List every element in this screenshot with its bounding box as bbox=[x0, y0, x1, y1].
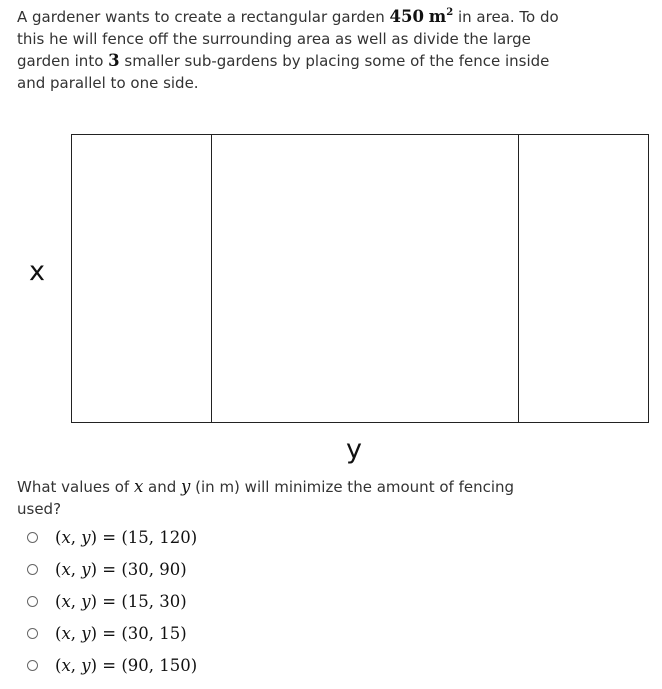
problem-text-part3: smaller sub-gardens by placing some of the fence inside and parallel to one side. bbox=[17, 52, 550, 92]
problem-text-part1: A gardener wants to create a rectangular garden bbox=[17, 8, 390, 26]
question-part3: (in m) will minimize the amount of fencing used? bbox=[17, 478, 515, 518]
answer-option-3[interactable] bbox=[27, 585, 197, 617]
radio-button[interactable] bbox=[27, 564, 38, 575]
option-label: (x, y) = (15, 30) bbox=[55, 591, 187, 611]
answer-option-4[interactable] bbox=[27, 617, 197, 649]
inner-fence-right bbox=[518, 135, 519, 422]
option-label: (x, y) = (90, 150) bbox=[55, 655, 198, 675]
subgarden-count: 3 bbox=[108, 51, 120, 70]
inner-fence-left bbox=[211, 135, 212, 422]
side-label-x: x bbox=[29, 256, 45, 287]
answer-options bbox=[27, 521, 197, 681]
side-label-y: y bbox=[346, 434, 362, 465]
area-unit: $m^2$ bbox=[428, 7, 454, 26]
answer-option-2[interactable] bbox=[27, 553, 197, 585]
area-value: 450 bbox=[389, 7, 424, 26]
question-text bbox=[17, 476, 557, 520]
option-label: (x, y) = (15, 120) bbox=[55, 527, 198, 547]
option-label: (x, y) = (30, 15) bbox=[55, 623, 187, 643]
question-var-x: x bbox=[133, 477, 144, 496]
radio-button[interactable] bbox=[27, 532, 38, 543]
area-exponent: 2 bbox=[446, 7, 454, 18]
garden-diagram bbox=[71, 134, 649, 423]
problem-text-part2: in area. To do this he will fence off the surrounding area as well as divide the large garden into bbox=[17, 8, 559, 70]
radio-button[interactable] bbox=[27, 596, 38, 607]
radio-button[interactable] bbox=[27, 628, 38, 639]
problem-statement bbox=[17, 6, 577, 94]
radio-button[interactable] bbox=[27, 660, 38, 671]
answer-option-5[interactable] bbox=[27, 649, 197, 681]
question-part1: What values of bbox=[17, 478, 134, 496]
question-part2: and bbox=[143, 478, 182, 496]
option-label: (x, y) = (30, 90) bbox=[55, 559, 187, 579]
question-var-y: y bbox=[181, 477, 191, 496]
answer-option-1[interactable] bbox=[27, 521, 197, 553]
